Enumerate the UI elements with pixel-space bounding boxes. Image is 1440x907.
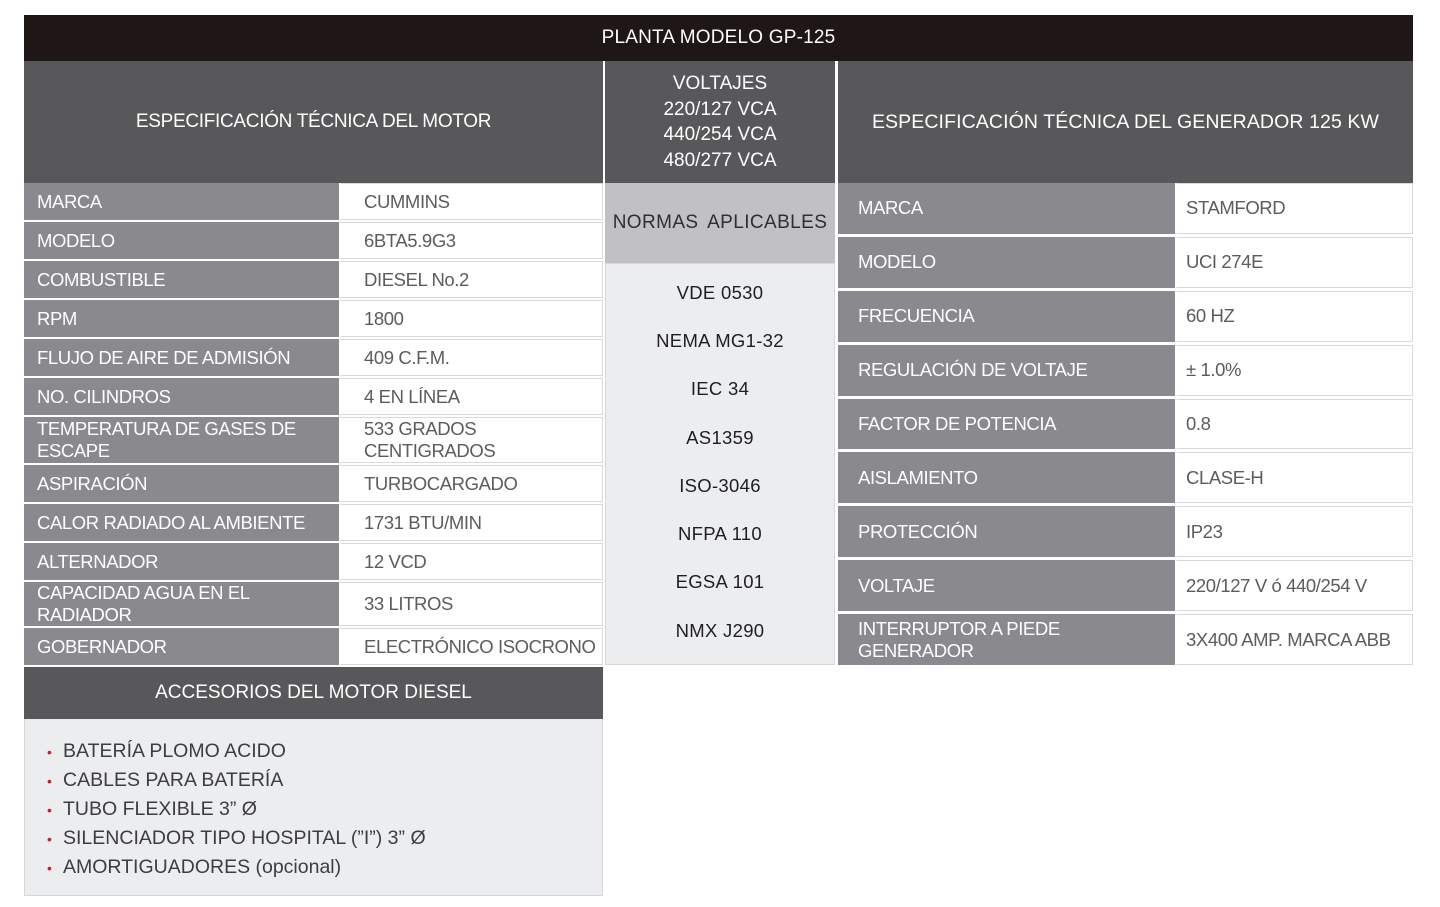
motor-spec-row xyxy=(24,183,603,222)
motor-spec-row xyxy=(24,504,603,543)
generator-spec-value: UCI 274E xyxy=(1175,237,1413,288)
generator-spec-row xyxy=(838,452,1413,506)
motor-spec-value: 33 LITROS xyxy=(339,582,603,626)
generator-spec-value: 220/127 V ó 440/254 V xyxy=(1175,560,1413,611)
bullet-icon: • xyxy=(47,830,52,847)
generator-spec-label: FACTOR DE POTENCIA xyxy=(838,399,1175,450)
motor-spec-label: RPM xyxy=(24,300,339,337)
motor-spec-value: 6BTA5.9G3 xyxy=(339,222,603,259)
voltage-line: 480/277 VCA xyxy=(663,149,777,171)
bullet-icon: • xyxy=(47,772,52,789)
motor-spec-label: GOBERNADOR xyxy=(24,628,339,665)
generator-spec-header: ESPECIFICACIÓN TÉCNICA DEL GENERADOR 125 KW xyxy=(838,61,1413,183)
voltages-header xyxy=(605,61,835,183)
accessories-header: ACCESORIOS DEL MOTOR DIESEL xyxy=(24,667,603,719)
generator-spec-label: MODELO xyxy=(838,237,1175,288)
motor-spec-row xyxy=(24,465,603,504)
motor-spec-label: COMBUSTIBLE xyxy=(24,261,339,298)
motor-spec-label: ASPIRACIÓN xyxy=(24,465,339,502)
voltages-title: VOLTAJES xyxy=(672,73,768,94)
motor-spec-value: CUMMINS xyxy=(339,183,603,220)
generator-spec-row xyxy=(838,399,1413,453)
generator-spec-row xyxy=(838,183,1413,237)
motor-spec-value: ELECTRÓNICO ISOCRONO xyxy=(339,628,603,665)
generator-spec-label: FRECUENCIA xyxy=(838,291,1175,342)
motor-spec-value: 1731 BTU/MIN xyxy=(339,504,603,541)
generator-spec-label: REGULACIÓN DE VOLTAJE xyxy=(838,345,1175,396)
accessories-list xyxy=(47,737,426,882)
norma-item: NMX J290 xyxy=(675,620,765,641)
motor-spec-value: TURBOCARGADO xyxy=(339,465,603,502)
norma-item: AS1359 xyxy=(686,427,754,448)
generator-spec-value: IP23 xyxy=(1175,506,1413,557)
norma-item: NEMA MG1-32 xyxy=(656,330,784,351)
generator-spec-row xyxy=(838,614,1413,665)
generator-spec-value: ± 1.0% xyxy=(1175,345,1413,396)
voltage-line: 440/254 VCA xyxy=(663,124,777,145)
generator-spec-row xyxy=(838,345,1413,399)
bullet-icon: • xyxy=(47,743,52,760)
motor-spec-label: MARCA xyxy=(24,183,339,220)
generator-spec-label: MARCA xyxy=(838,183,1175,234)
motor-spec-value: 12 VCD xyxy=(339,543,603,580)
motor-spec-label: CALOR RADIADO AL AMBIENTE xyxy=(24,504,339,541)
generator-spec-label: AISLAMIENTO xyxy=(838,452,1175,503)
norma-item: NFPA 110 xyxy=(678,523,762,544)
accessories-panel xyxy=(24,719,603,896)
normas-header: NORMAS APLICABLES xyxy=(605,183,835,263)
motor-spec-value: 409 C.F.M. xyxy=(339,339,603,376)
norma-item: IEC 34 xyxy=(690,378,750,399)
accessory-item xyxy=(47,795,426,824)
bullet-icon: • xyxy=(47,859,52,876)
motor-spec-row xyxy=(24,628,603,665)
generator-spec-row xyxy=(838,560,1413,614)
motor-spec-row xyxy=(24,300,603,339)
motor-spec-row xyxy=(24,378,603,417)
motor-spec-label: ALTERNADOR xyxy=(24,543,339,580)
motor-spec-label: FLUJO DE AIRE DE ADMISIÓN xyxy=(24,339,339,376)
accessory-item xyxy=(47,853,426,882)
motor-spec-label: TEMPERATURA DE GASES DE ESCAPE xyxy=(24,417,339,463)
accessory-label: AMORTIGUADORES (opcional) xyxy=(63,856,342,878)
norma-item: VDE 0530 xyxy=(676,282,764,303)
normas-list xyxy=(605,263,835,665)
motor-spec-value: 4 EN LÍNEA xyxy=(339,378,603,415)
voltage-line: 220/127 VCA xyxy=(663,98,777,120)
motor-spec-row xyxy=(24,261,603,300)
accessory-label: SILENCIADOR TIPO HOSPITAL (”I”) 3” Ø xyxy=(63,827,426,849)
motor-spec-row xyxy=(24,222,603,261)
motor-spec-value: DIESEL No.2 xyxy=(339,261,603,298)
generator-spec-row xyxy=(838,506,1413,560)
generator-spec-label: VOLTAJE xyxy=(838,560,1175,611)
motor-spec-label: CAPACIDAD AGUA EN EL RADIADOR xyxy=(24,582,339,626)
motor-spec-row xyxy=(24,417,603,465)
generator-spec-table xyxy=(838,183,1413,665)
accessory-item xyxy=(47,766,426,795)
page-title: PLANTA MODELO GP-125 xyxy=(24,15,1413,61)
accessory-item xyxy=(47,824,426,853)
accessory-label: TUBO FLEXIBLE 3” Ø xyxy=(63,798,257,820)
motor-spec-header: ESPECIFICACIÓN TÉCNICA DEL MOTOR xyxy=(24,61,603,183)
generator-spec-value: STAMFORD xyxy=(1175,183,1413,234)
motor-spec-row xyxy=(24,582,603,628)
accessory-item xyxy=(47,737,426,766)
motor-spec-label: NO. CILINDROS xyxy=(24,378,339,415)
motor-spec-label: MODELO xyxy=(24,222,339,259)
generator-spec-label: PROTECCIÓN xyxy=(838,506,1175,557)
motor-spec-table xyxy=(24,183,603,665)
motor-spec-value: 533 GRADOS CENTIGRADOS xyxy=(339,417,603,463)
norma-item: EGSA 101 xyxy=(675,571,765,592)
motor-spec-value: 1800 xyxy=(339,300,603,337)
generator-spec-value: CLASE-H xyxy=(1175,452,1413,503)
accessory-label: BATERÍA PLOMO ACIDO xyxy=(63,740,286,762)
generator-spec-row xyxy=(838,291,1413,345)
generator-spec-label: INTERRUPTOR A PIEDE GENERADOR xyxy=(838,614,1175,665)
motor-spec-row xyxy=(24,339,603,378)
norma-item: ISO-3046 xyxy=(679,475,761,496)
accessory-label: CABLES PARA BATERÍA xyxy=(63,769,284,791)
generator-spec-value: 0.8 xyxy=(1175,399,1413,450)
generator-spec-value: 3X400 AMP. MARCA ABB xyxy=(1175,614,1413,665)
motor-spec-row xyxy=(24,543,603,582)
generator-spec-value: 60 HZ xyxy=(1175,291,1413,342)
bullet-icon: • xyxy=(47,801,52,818)
generator-spec-row xyxy=(838,237,1413,291)
